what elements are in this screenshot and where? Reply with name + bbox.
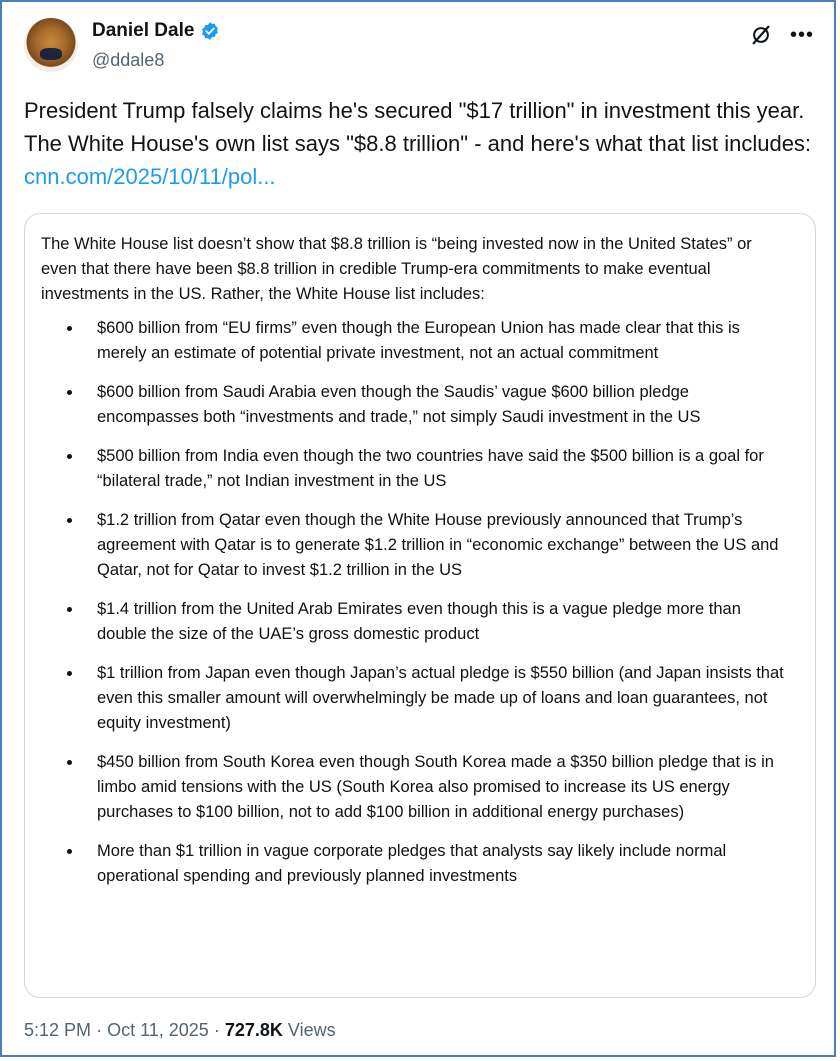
bullet-dot [67, 760, 72, 765]
list-item: $500 billion from India even though the two countries have said the $500 billion is a goal for “bilateral trade,” not Indian investment in the US [25, 444, 787, 494]
bullet-dot [67, 607, 72, 612]
bullet-dot [67, 390, 72, 395]
verified-badge-icon [200, 21, 220, 41]
tweet-body: President Trump falsely claims he's secured "$17 trillion" in investment this year. The White House's own list says "$8.8 trillion" - and here's what that list includes: [24, 98, 812, 156]
tweet-meta [24, 1020, 336, 1041]
tweet-time[interactable]: 5:12 PM [24, 1020, 92, 1040]
bullet-dot [67, 326, 72, 331]
card-intro-text: The White House list doesn’t show that $8.8 trillion is “being invested now in the United States” or even that there have been $8.8 trillion in credible Trump-era commitments to make eventual investments in the US. Rather, the White House list includes: [41, 235, 752, 303]
author-handle[interactable]: @ddale8 [92, 50, 165, 70]
author-name-row [92, 20, 220, 42]
tweet-link[interactable]: cnn.com/2025/10/11/pol... [24, 164, 276, 189]
meta-separator: · [213, 1020, 220, 1040]
tweet-top-actions [750, 24, 814, 46]
card-bullet-list [25, 316, 815, 903]
list-item: $1.2 trillion from Qatar even though the White House previously announced that Trump’s agreement with Qatar is to generate $1.2 trillion in “economic exchange” between the US and Qatar, not for Qatar to invest $1.2 trillion in the US [25, 508, 787, 583]
more-options-icon[interactable]: ••• [789, 24, 814, 46]
list-item: $1.4 trillion from the United Arab Emirates even though this is a vague pledge more than double the size of the UAE’s gross domestic product [25, 597, 787, 647]
grok-icon[interactable] [750, 24, 772, 46]
list-item: $600 billion from “EU firms” even though the European Union has made clear that this is merely an estimate of potential private investment, not an actual commitment [25, 316, 787, 366]
tweet-text [24, 94, 824, 193]
meta-separator: · [96, 1020, 103, 1040]
bullet-dot [67, 849, 72, 854]
bullet-dot [67, 671, 72, 676]
list-item: $600 billion from Saudi Arabia even though the Saudis’ vague $600 billion pledge encompasses both “investments and trade,” not simply Saudi investment in the US [25, 380, 787, 430]
tweet-header [24, 14, 818, 78]
list-item: More than $1 trillion in vague corporate pledges that analysts say likely include normal operational spending and previously planned investments [25, 839, 787, 889]
author-name[interactable]: Daniel Dale [92, 20, 195, 41]
list-item: $1 trillion from Japan even though Japan’s actual pledge is $550 billion (and Japan insists that even this smaller amount will overwhelmingly be made up of loans and loan guarantees, not equity investment) [25, 661, 787, 736]
views-count[interactable]: 727.8K [224, 1020, 283, 1040]
views-label: Views [287, 1020, 336, 1040]
bullet-dot [67, 518, 72, 523]
bullet-dot [67, 454, 72, 459]
list-item: $450 billion from South Korea even though South Korea made a $350 billion pledge that is in limbo amid tensions with the US (South Korea also promised to increase its US energy purchases to $100 billion, not to add $100 billion in additional energy purchases) [25, 750, 787, 825]
tweet-image-card[interactable] [24, 213, 816, 998]
tweet-date[interactable]: Oct 11, 2025 [107, 1020, 209, 1040]
avatar[interactable] [24, 18, 78, 72]
